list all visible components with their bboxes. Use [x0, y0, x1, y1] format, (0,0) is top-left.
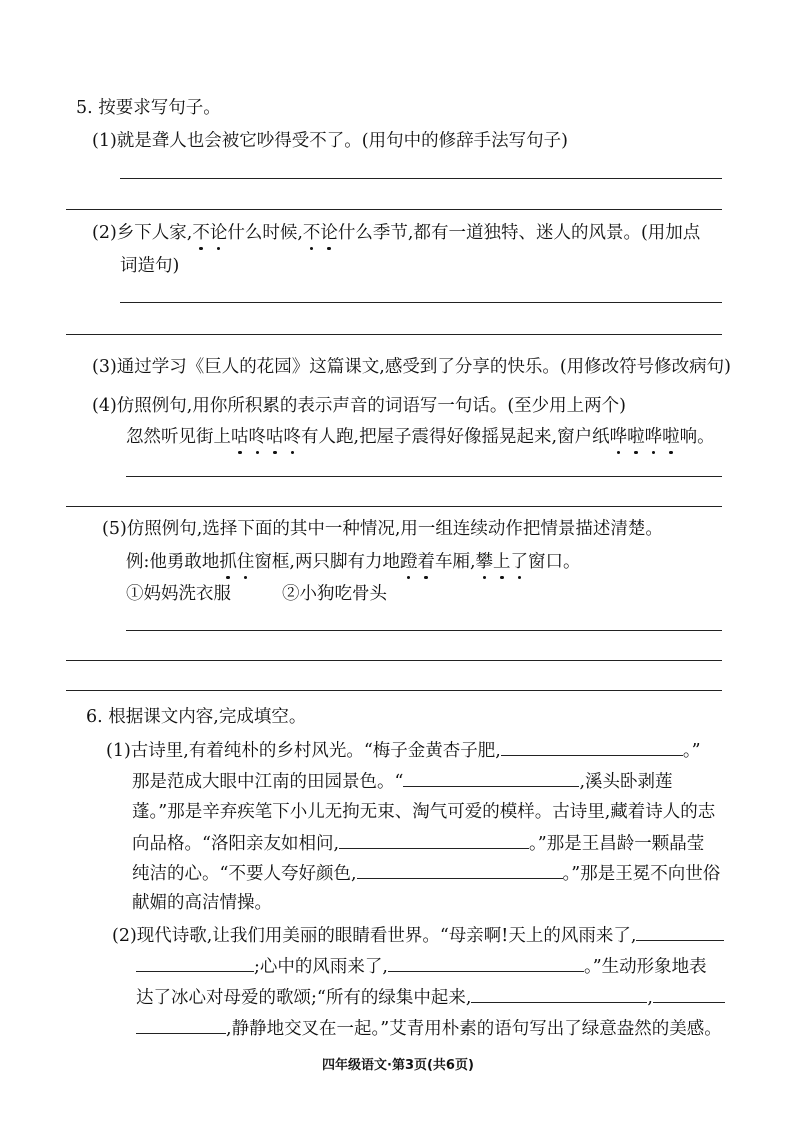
fill-blank[interactable]: [339, 832, 529, 849]
q6-part-1-line: 献媚的高洁情操。: [132, 893, 272, 913]
answer-line[interactable]: [120, 302, 722, 303]
dotted-char: 不: [192, 223, 210, 243]
dotted-char: 蹬: [399, 552, 418, 572]
q6-part-2-line: 达了冰心对母爱的歌颂;“所有的绿集中起来, ,: [136, 986, 725, 1009]
dotted-char: 哗: [644, 427, 663, 447]
q5-item-5-option-2: ②小狗吃骨头: [282, 584, 387, 604]
answer-line[interactable]: [66, 209, 722, 210]
q5-item-1-prompt: (1)就是聋人也会被它吵得受不了。(用句中的修辞手法写句子): [92, 131, 568, 151]
question-5-title: 5. 按要求写句子。: [76, 98, 221, 118]
q5-item-4-example: 忽然听见街上咕咚咕咚有人跑,把屋子震得好像摇晃起来,窗户纸哗啦哗啦响。: [126, 427, 715, 447]
dotted-char: 啦: [662, 427, 680, 447]
dotted-char: 咚: [283, 427, 301, 447]
dotted-char: 咕: [266, 427, 284, 447]
q5-item-5-example: 例:他勇敢地抓住窗框,两只脚有力地蹬着车厢,攀上了窗口。: [126, 552, 581, 572]
q6-part-1-line: (1)古诗里,有着纯朴的乡村风光。“梅子金黄杏子肥, 。”: [106, 741, 701, 761]
fill-blank[interactable]: [403, 770, 579, 787]
fill-blank[interactable]: [471, 986, 647, 1003]
q5-item-4-prompt: (4)仿照例句,用你所积累的表示声音的词语写一句话。(至少用上两个): [92, 396, 627, 416]
answer-line[interactable]: [120, 178, 722, 179]
page-footer: 四年级语文·第3页(共6页): [322, 1058, 474, 1073]
answer-line[interactable]: [126, 630, 722, 631]
dotted-char: 论: [209, 223, 228, 243]
dotted-char: 哗: [609, 427, 628, 447]
q6-part-2-line: (2)现代诗歌,让我们用美丽的眼睛看世界。“母亲啊!天上的风雨来了,: [112, 924, 724, 947]
q5-item-3-prompt: (3)通过学习《巨人的花园》这篇课文,感受到了分享的快乐。(用修改符号修改病句): [92, 357, 732, 377]
q6-part-2-line: ,静静地交叉在一起。”艾青用朴素的语句写出了绿意盎然的美感。: [136, 1017, 722, 1040]
fill-blank[interactable]: [636, 924, 724, 941]
fill-blank[interactable]: [136, 955, 254, 972]
dotted-char: 了: [510, 552, 529, 572]
question-6-title: 6. 根据课文内容,完成填空。: [86, 707, 307, 727]
q5-item-5-option-1: ①妈妈洗衣服: [126, 584, 231, 604]
q5-item-2-prompt-cont: 词造句): [120, 256, 180, 276]
answer-line[interactable]: [66, 660, 722, 661]
q6-part-1-line: 那是范成大眼中江南的田园景色。“ ,溪头卧剥莲: [132, 772, 673, 792]
fill-blank[interactable]: [357, 862, 563, 879]
answer-line[interactable]: [66, 334, 722, 335]
answer-line[interactable]: [126, 476, 722, 477]
dotted-char: 论: [320, 223, 338, 243]
q6-part-1-line: 向品格。“洛阳亲友如相问, 。”那是王昌龄一颗晶莹: [132, 834, 705, 854]
answer-line[interactable]: [66, 690, 722, 691]
q6-part-1-line: 蓬。”那是辛弃疾笔下小儿无拘无束、淘气可爱的模样。古诗里,藏着诗人的志: [132, 802, 716, 822]
q6-part-2-line: ;心中的风雨来了, 。”生动形象地表: [136, 955, 707, 978]
answer-line[interactable]: [66, 506, 722, 507]
fill-blank[interactable]: [501, 739, 683, 756]
fill-blank[interactable]: [136, 1017, 226, 1034]
dotted-char: 不: [302, 223, 321, 243]
fill-blank[interactable]: [388, 955, 584, 972]
fill-blank[interactable]: [653, 986, 725, 1003]
q5-item-2-prompt: (2)乡下人家,不论什么时候,不论什么季节,都有一道独特、迷人的风景。(用加点: [92, 223, 701, 243]
dotted-char: 啦: [627, 427, 645, 447]
q5-item-5-prompt: (5)仿照例句,选择下面的其中一种情况,用一组连续动作把情景描述清楚。: [102, 519, 663, 539]
q6-part-1-line: 纯洁的心。“不要人夸好颜色, 。”那是王冕不向世俗: [132, 864, 721, 884]
dotted-char: 咚: [248, 427, 266, 447]
dotted-char: 上: [493, 552, 511, 572]
dotted-char: 攀: [475, 552, 494, 572]
dotted-char: 着: [417, 552, 435, 572]
dotted-char: 抓: [219, 552, 237, 572]
dotted-char: 咕: [231, 427, 249, 447]
dotted-char: 住: [236, 552, 255, 572]
